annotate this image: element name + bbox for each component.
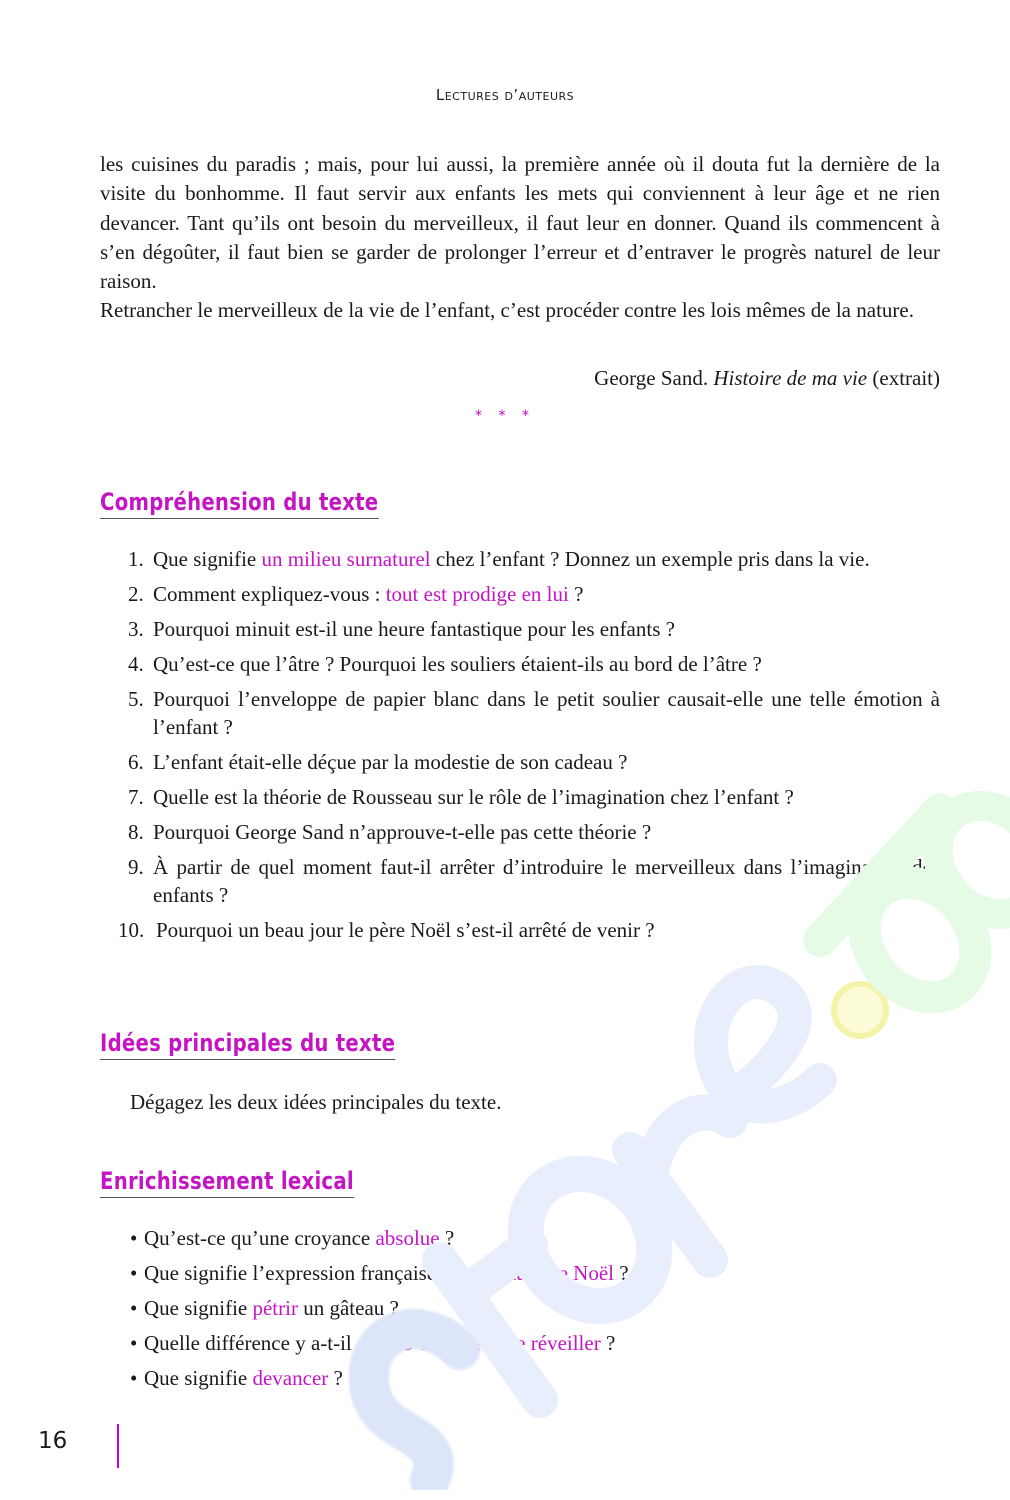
question-item: 1. Que signifie un milieu surnaturel chez l’enfant ? Donnez un exemple pris dans la vie. <box>128 547 870 571</box>
lexical-item: • Que signifie devancer ? <box>130 1366 343 1390</box>
extract-paragraph: les cuisines du paradis ; mais, pour lui aussi, la première année où il douta fut la dernière de la visite du bonhomme. Il faut servir aux enfants les mets qui conviennent à leur âge et ne rien devancer. Tant qu’ils ont besoin du merveilleux, il faut leur en donner. Quand ils commencent à s’en dégoûter, il faut bien se garder de prolonger l’erreur et d’entraver le progrès naturel de leur raison. <box>100 152 940 294</box>
comprehension-questions <box>118 545 940 951</box>
question-item: 8. Pourquoi George Sand n’approuve-t-elle pas cette théorie ? <box>128 820 652 844</box>
lexical-item: • Quelle différence y a-t-il entre s’éveiller et se réveiller ? <box>130 1331 616 1355</box>
section-title-main-ideas: Idées principales du texte <box>100 1028 395 1060</box>
question-item: 10. Pourquoi un beau jour le père Noël s’est-il arrêté de venir ? <box>118 918 655 942</box>
work-title: Histoire de ma vie <box>713 366 868 390</box>
attribution-note: (extrait) <box>867 366 940 390</box>
question-item: 7. Quelle est la théorie de Rousseau sur le rôle de l’imagination chez l’enfant ? <box>128 785 794 809</box>
question-item: 4. Qu’est-ce que l’âtre ? Pourquoi les souliers étaient-ils au bord de l’âtre ? <box>128 652 762 676</box>
question-item: 6. L’enfant était-elle déçue par la modestie de son cadeau ? <box>128 750 628 774</box>
page-number-rule <box>117 1424 119 1468</box>
question-item: 2. Comment expliquez-vous : tout est prodige en lui ? <box>128 582 584 606</box>
author: George Sand. <box>594 366 714 390</box>
main-ideas-instruction: Dégagez les deux idées principales du texte. <box>130 1090 502 1114</box>
lexical-item: • Qu’est-ce qu’une croyance absolue ? <box>130 1226 455 1250</box>
extract-paragraph: Retrancher le merveilleux de la vie de l’enfant, c’est procéder contre les lois mêmes de la nature. <box>100 298 914 323</box>
section-title-comprehension: Compréhension du texte <box>100 487 378 519</box>
section-separator: * * * <box>475 408 535 424</box>
question-item: 5. Pourquoi l’enveloppe de papier blanc dans le petit soulier causait-elle une telle émotion à l’enfant ? <box>128 687 940 739</box>
lexical-item: • Que signifie pétrir un gâteau ? <box>130 1296 399 1320</box>
section-title-lexical: Enrichissement lexical <box>100 1166 354 1198</box>
lexical-questions <box>130 1224 629 1399</box>
page-number: 16 <box>38 1428 68 1454</box>
question-item: 9. À partir de quel moment faut-il arrêter d’introduire le merveilleux dans l’imagination des enfants ? <box>128 855 940 907</box>
extract-text <box>100 150 940 326</box>
running-head: Lectures d’auteurs <box>435 86 575 104</box>
attribution <box>100 366 940 391</box>
question-item: 3. Pourquoi minuit est-il une heure fantastique pour les enfants ? <box>128 617 675 641</box>
lexical-item: • Que signifie l’expression française : croire au père Noël ? <box>130 1261 629 1285</box>
